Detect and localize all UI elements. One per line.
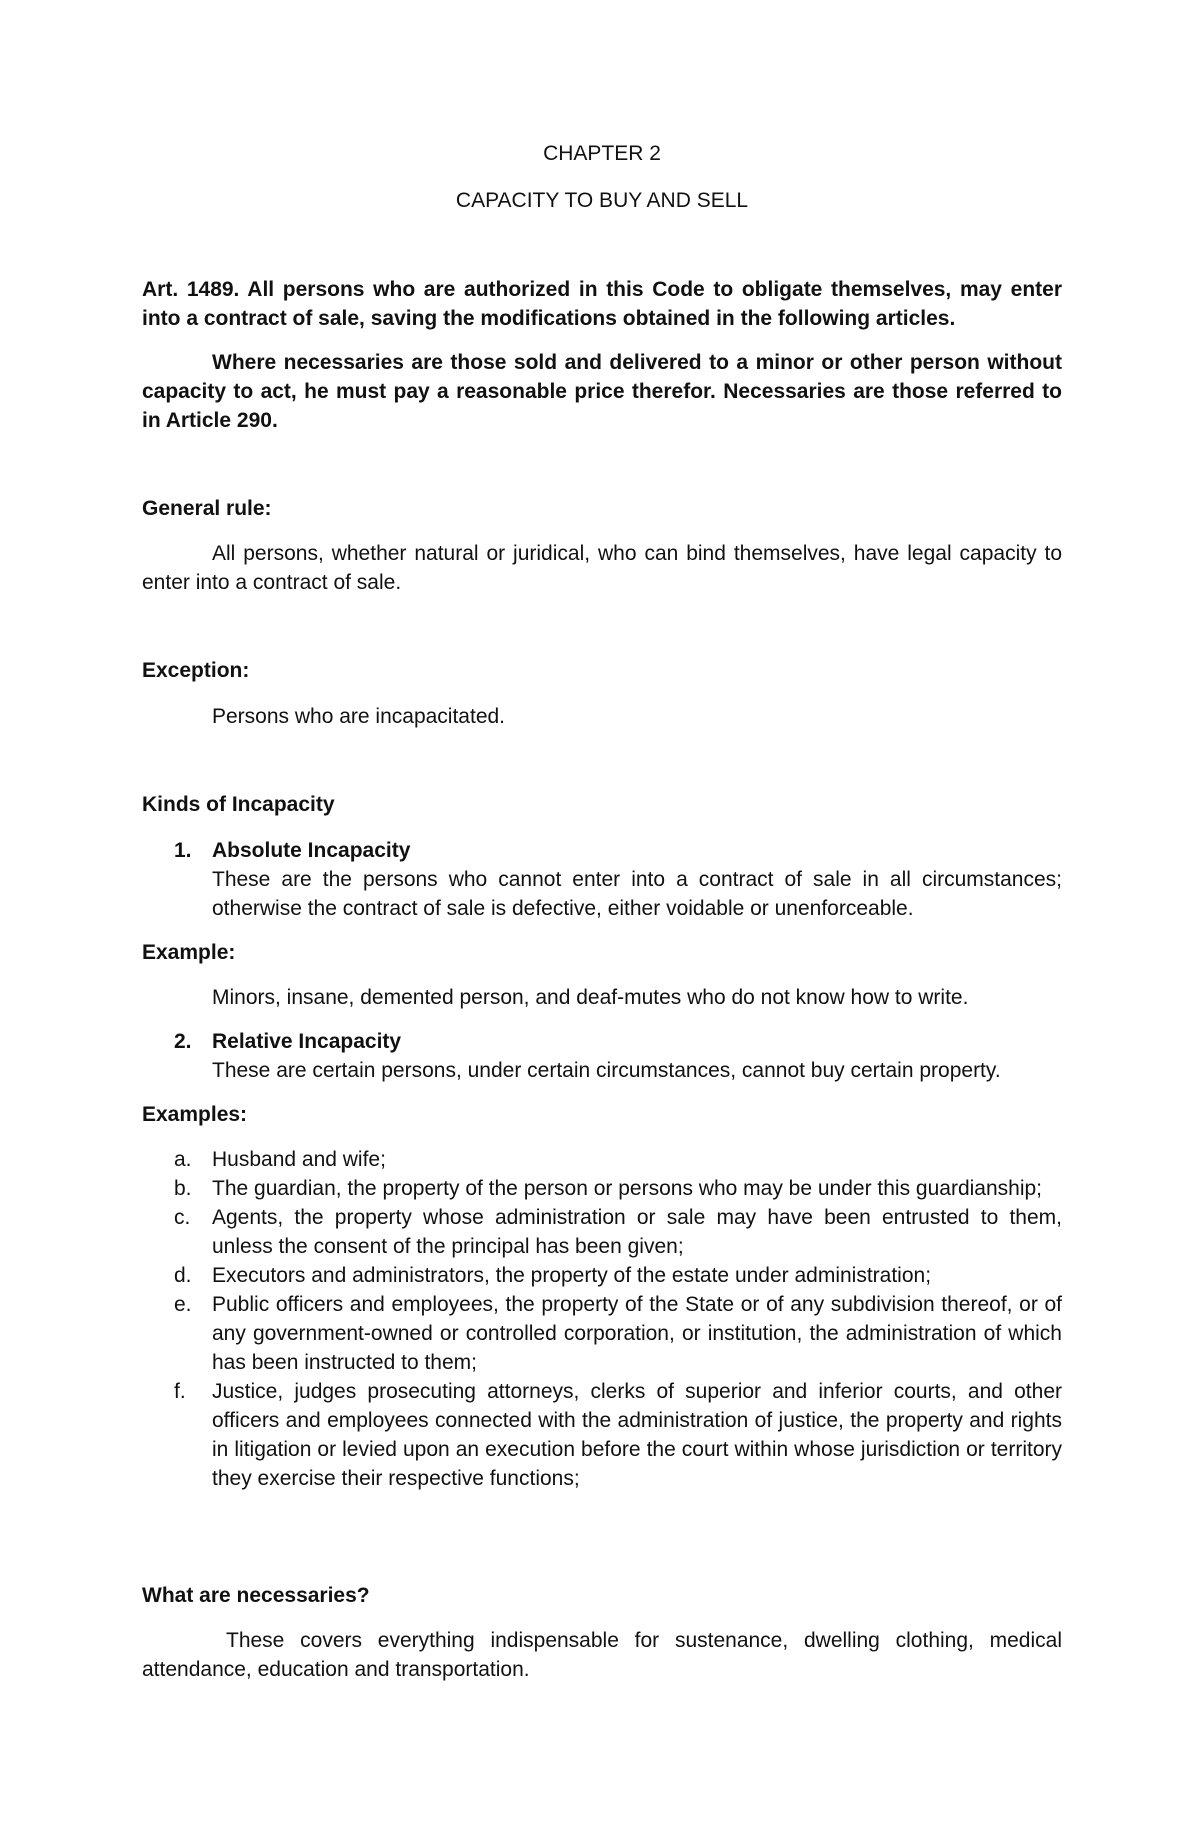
list-item xyxy=(142,1261,1062,1290)
list-item-text: Husband and wife; xyxy=(212,1148,386,1171)
examples-heading: Examples: xyxy=(142,1103,248,1126)
list-item-title: Absolute Incapacity xyxy=(212,839,411,862)
list-item xyxy=(142,1174,1062,1203)
list-marker: a. xyxy=(174,1148,192,1171)
list-marker: f. xyxy=(174,1380,186,1403)
list-marker: 2. xyxy=(174,1030,192,1053)
list-item-absolute-incapacity xyxy=(142,836,1062,923)
list-item-text: Agents, the property whose administration or sale may have been entrusted to them, unless the consent of the principal has been given; xyxy=(212,1206,1062,1258)
example-text: Minors, insane, demented person, and deaf-mutes who do not know how to write. xyxy=(212,986,969,1009)
exception-text: Persons who are incapacitated. xyxy=(212,705,506,728)
list-item-title: Relative Incapacity xyxy=(212,1030,402,1053)
necessaries-heading: What are necessaries? xyxy=(142,1584,370,1607)
list-marker: c. xyxy=(174,1206,191,1229)
list-marker: e. xyxy=(174,1293,192,1316)
article-paragraph-2: Where necessaries are those sold and delivered to a minor or other person without capacity to act, he must pay a reasonable price therefor. Necessaries are those referred to in Article 290. xyxy=(142,351,1062,432)
list-item xyxy=(142,1290,1062,1377)
exception-heading: Exception: xyxy=(142,659,250,682)
list-item xyxy=(142,1377,1062,1493)
list-marker: b. xyxy=(174,1177,192,1200)
article-paragraph-1: Art. 1489. All persons who are authorized in this Code to obligate themselves, may enter into a contract of sale, saving the modifications obtained in the following articles. xyxy=(142,278,1062,330)
list-item-text: These are certain persons, under certain circumstances, cannot buy certain property. xyxy=(212,1059,1001,1082)
list-marker: 1. xyxy=(174,839,192,862)
list-item-relative-incapacity xyxy=(142,1027,1062,1085)
example-heading: Example: xyxy=(142,941,236,964)
list-item-text: The guardian, the property of the person or persons who may be under this guardianship; xyxy=(212,1177,1043,1200)
list-item xyxy=(142,1203,1062,1261)
list-item xyxy=(142,1145,1062,1174)
kinds-heading: Kinds of Incapacity xyxy=(142,793,335,816)
list-item-text: Public officers and employees, the property of the State or of any subdivision thereof, or of any government-owned or controlled corporation, or institution, the administration of which has been instructed to them; xyxy=(212,1293,1062,1374)
list-marker: d. xyxy=(174,1264,192,1287)
examples-list xyxy=(142,1145,1062,1493)
chapter-title: CAPACITY TO BUY AND SELL xyxy=(455,189,749,212)
list-item-text: Justice, judges prosecuting attorneys, clerks of superior and inferior courts, and other officers and employees connected with the administration of justice, the property and rights in litigation or levied upon an execution before the court within whose jurisdiction or territory they exercise their respective functions; xyxy=(212,1380,1062,1490)
general-rule-text: All persons, whether natural or juridical, who can bind themselves, have legal capacity to enter into a contract of sale. xyxy=(142,542,1062,594)
general-rule-heading: General rule: xyxy=(142,497,272,520)
necessaries-text: These covers everything indispensable for sustenance, dwelling clothing, medical attendance, education and transportation. xyxy=(142,1629,1062,1681)
list-item-text: These are the persons who cannot enter into a contract of sale in all circumstances; otherwise the contract of sale is defective, either voidable or unenforceable. xyxy=(212,868,1062,920)
chapter-heading: CHAPTER 2 xyxy=(543,142,661,165)
list-item-text: Executors and administrators, the property of the estate under administration; xyxy=(212,1264,932,1287)
